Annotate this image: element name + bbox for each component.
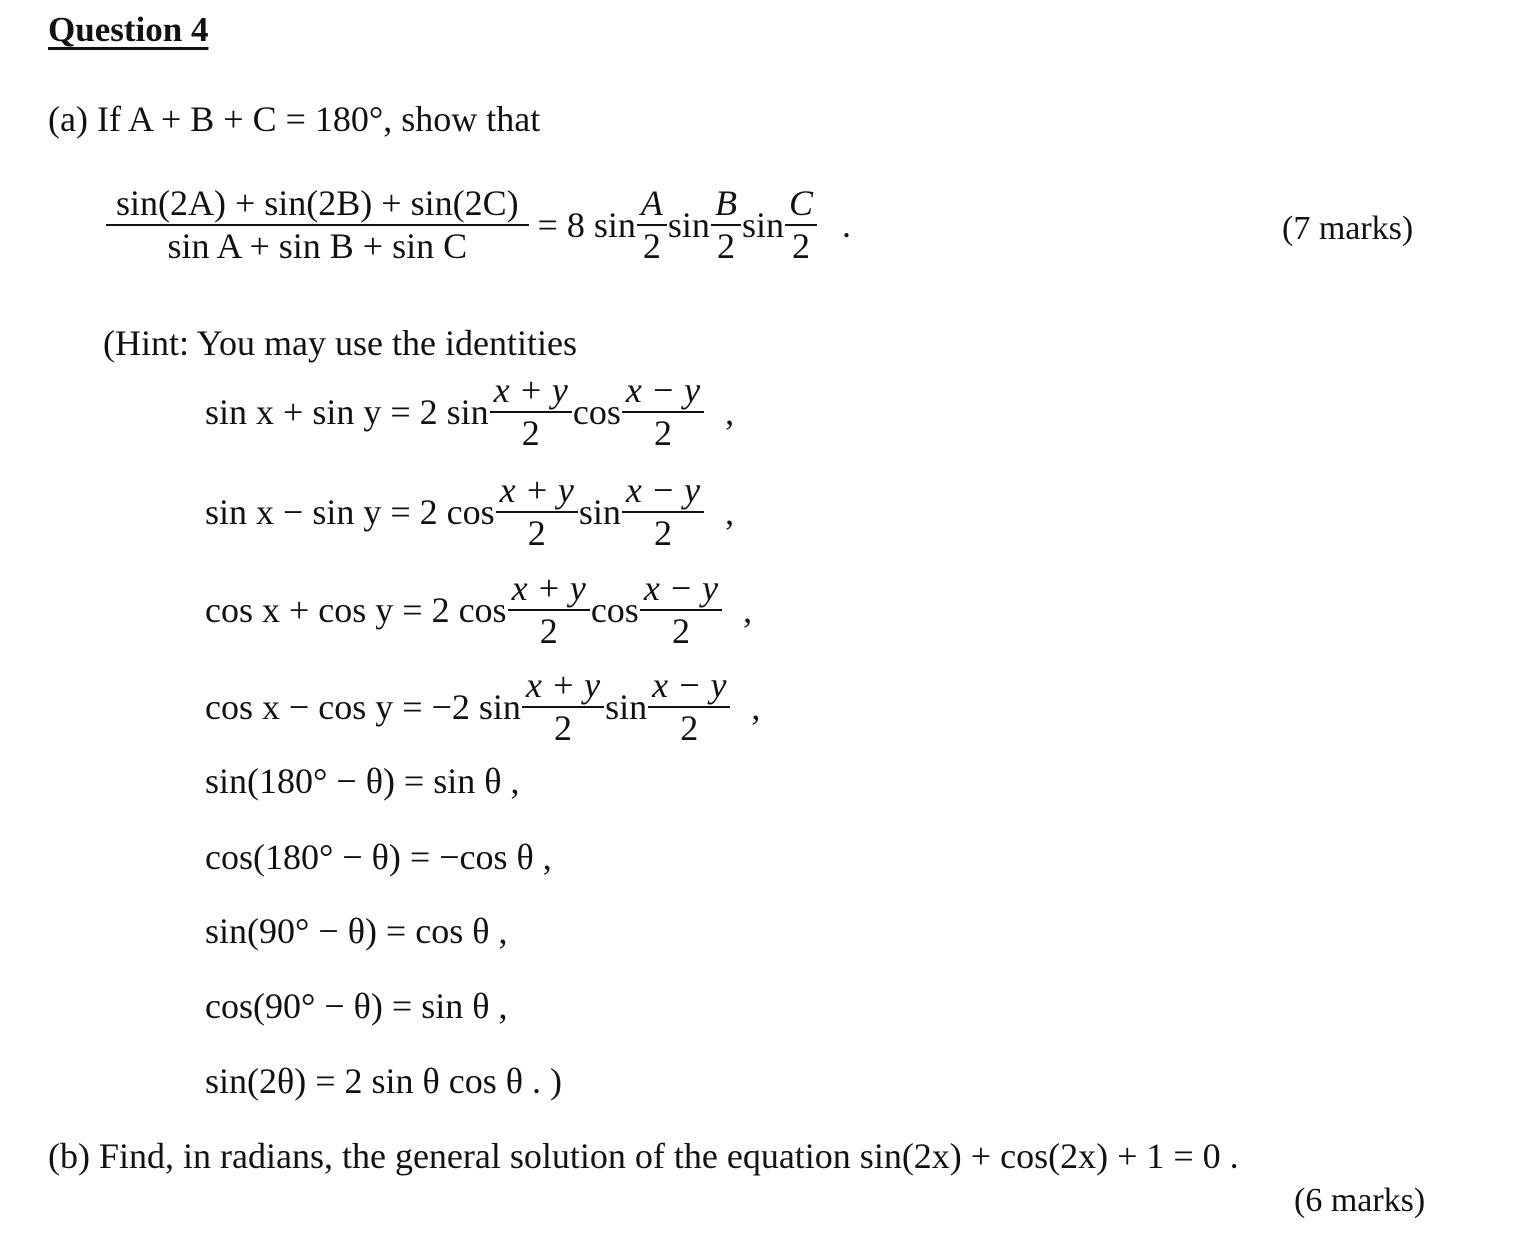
identity-cos-minus-cos [205,667,760,748]
frac-num: x + y [499,470,574,510]
half-angle-a [637,185,667,266]
identity-sin-supplement: sin(180° − θ) = sin θ , [205,761,520,801]
main-identity [105,185,851,266]
identity-sin-minus-sin [205,472,734,553]
rhs-coefficient: = 8 sin [537,205,636,246]
identity-double-angle: sin(2θ) = 2 sin θ cos θ . ) [205,1061,563,1101]
frac-den: 2 [622,411,704,453]
frac-num: x − y [643,568,719,608]
question-title: Question 4 [48,10,209,49]
identity-mid: cos [590,590,639,631]
identity-frac-minus [640,570,722,651]
frac-num: x + y [511,568,586,608]
identity-comma: , [725,492,735,533]
identity-frac-plus [496,472,578,553]
part-b-question: (b) Find, in radians, the general solution of the equation sin(2x) + cos(2x) + 1 = 0 . [48,1136,1239,1176]
identity-frac-minus [622,372,704,453]
identity-cos-complement: cos(90° − θ) = sin θ , [205,986,508,1026]
identity-mid: sin [578,492,621,533]
identity-sin-complement: sin(90° − θ) = cos θ , [205,911,508,951]
identity-frac-plus [490,372,572,453]
identity-frac-minus [648,667,730,748]
identity-lhs: cos x + cos y = 2 cos [205,590,507,631]
frac-den: 2 [496,511,578,553]
identity-frac-plus [522,667,604,748]
half-angle-c-num: C [788,183,813,223]
identity-mid: sin [605,687,648,728]
frac-num: x − y [625,470,701,510]
frac-num: x − y [652,665,727,705]
frac-den: 2 [648,706,730,748]
identity-lhs: sin x − sin y = 2 cos [205,492,495,533]
frac-num: x + y [493,370,568,410]
frac-den: 2 [622,511,704,553]
identity-lhs: cos x − cos y = −2 sin [205,687,521,728]
main-period: . [841,205,851,246]
main-numerator: sin(2A) + sin(2B) + sin(2C) [116,183,519,223]
part-b-marks: (6 marks) [1294,1182,1426,1219]
part-a-intro: (a) If A + B + C = 180°, show that [48,99,541,139]
half-angle-c-den: 2 [785,224,817,266]
identity-frac-minus [622,472,704,553]
half-angle-b [711,185,741,266]
identity-comma: , [725,392,735,433]
identity-mid: cos [572,392,621,433]
frac-num: x + y [525,665,601,705]
frac-den: 2 [522,706,604,748]
half-angle-b-num: B [714,183,737,223]
half-angle-b-den: 2 [711,224,741,266]
identity-cos-supplement: cos(180° − θ) = −cos θ , [205,837,552,877]
hint-intro: (Hint: You may use the identities [103,323,577,363]
rhs-sin-2: sin [667,205,710,246]
rhs-sin-3: sin [741,205,784,246]
frac-den: 2 [640,609,722,651]
part-a-marks: (7 marks) [1282,210,1414,247]
frac-num: x − y [625,370,701,410]
frac-den: 2 [490,411,572,453]
half-angle-a-den: 2 [637,224,667,266]
half-angle-a-num: A [640,183,663,223]
main-fraction [106,185,529,266]
identity-lhs: sin x + sin y = 2 sin [205,392,489,433]
main-denominator: sin A + sin B + sin C [106,224,529,266]
identity-comma: , [743,590,753,631]
half-angle-c [785,185,817,266]
identity-comma: , [751,687,761,728]
frac-den: 2 [508,609,590,651]
identity-sin-plus-sin [205,372,734,453]
identity-cos-plus-cos [205,570,752,651]
identity-frac-plus [508,570,590,651]
